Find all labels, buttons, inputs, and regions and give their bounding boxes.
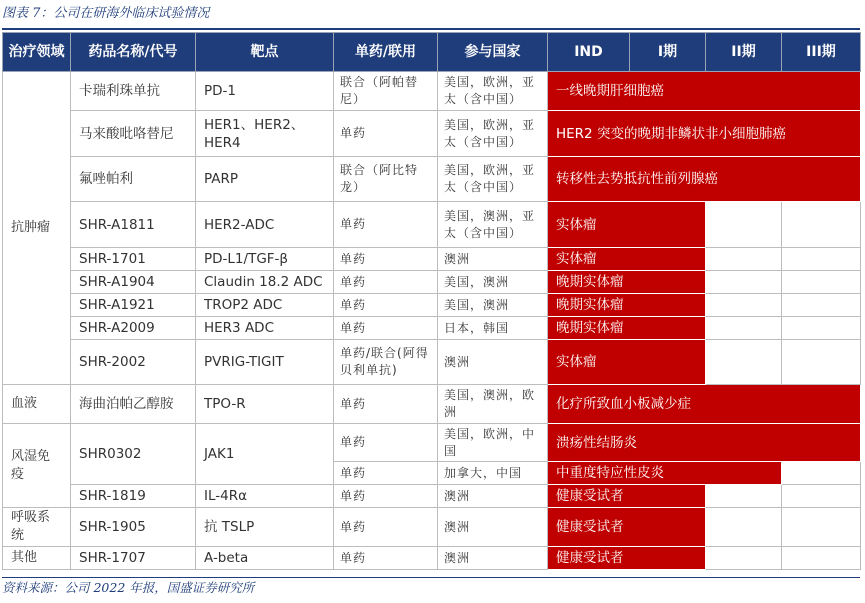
empty-phase-cell <box>782 485 861 508</box>
mode-cell: 单药 <box>334 202 438 248</box>
header-mode: 单药/联用 <box>334 33 438 72</box>
progress-bar: 健康受试者 <box>548 508 706 547</box>
figure-caption: 图表 7：公司在研海外临床试验情况 <box>2 6 210 21</box>
progress-bar: 晚期实体瘤 <box>548 317 706 340</box>
table-row <box>3 340 861 385</box>
header-area: 治疗领域 <box>3 33 71 72</box>
country-cell: 日本，韩国 <box>438 317 548 340</box>
empty-phase-cell <box>782 294 861 317</box>
empty-phase-cell <box>782 317 861 340</box>
target-cell: TROP2 ADC <box>196 294 334 317</box>
country-cell: 美国，澳洲 <box>438 294 548 317</box>
progress-bar: 健康受试者 <box>548 547 706 570</box>
empty-phase-cell <box>706 340 782 385</box>
country-cell: 美国，澳洲，亚太（含中国） <box>438 202 548 248</box>
header-phase3: III期 <box>782 33 861 72</box>
mode-cell: 单药 <box>334 547 438 570</box>
mode-cell: 单药 <box>334 385 438 424</box>
mode-cell: 单药 <box>334 317 438 340</box>
drug-cell: 马来酸吡咯替尼 <box>71 111 196 157</box>
country-cell: 澳洲 <box>438 508 548 547</box>
progress-bar: HER2 突变的晚期非鳞状非小细胞肺癌 <box>548 111 861 157</box>
drug-cell: SHR-2002 <box>71 340 196 385</box>
empty-phase-cell <box>706 317 782 340</box>
drug-cell: SHR-A1904 <box>71 271 196 294</box>
country-cell: 澳洲 <box>438 248 548 271</box>
country-cell: 加拿大，中国 <box>438 462 548 485</box>
area-cell: 呼吸系统 <box>3 508 71 547</box>
progress-bar: 实体瘤 <box>548 248 706 271</box>
country-cell: 美国，澳洲，欧洲 <box>438 385 548 424</box>
progress-bar: 中重度特应性皮炎 <box>548 462 782 485</box>
table-row <box>3 248 861 271</box>
mode-cell: 单药 <box>334 111 438 157</box>
empty-phase-cell <box>782 547 861 570</box>
empty-phase-cell <box>782 462 861 485</box>
area-cell: 其他 <box>3 547 71 570</box>
target-cell: JAK1 <box>196 424 334 485</box>
target-cell: PVRIG-TIGIT <box>196 340 334 385</box>
empty-phase-cell <box>706 485 782 508</box>
table-row <box>3 547 861 570</box>
header-phase2: II期 <box>706 33 782 72</box>
target-cell: A-beta <box>196 547 334 570</box>
empty-phase-cell <box>782 508 861 547</box>
target-cell: Claudin 18.2 ADC <box>196 271 334 294</box>
header-ind: IND <box>548 33 630 72</box>
empty-phase-cell <box>706 547 782 570</box>
country-cell: 澳洲 <box>438 485 548 508</box>
drug-cell: 卡瑞利珠单抗 <box>71 72 196 111</box>
target-cell: PD-1 <box>196 72 334 111</box>
mode-cell: 单药 <box>334 485 438 508</box>
drug-cell: SHR-A2009 <box>71 317 196 340</box>
country-cell: 美国，欧洲，亚太（含中国） <box>438 72 548 111</box>
target-cell: IL-4Rα <box>196 485 334 508</box>
target-cell: PD-L1/TGF-β <box>196 248 334 271</box>
progress-bar: 转移性去势抵抗性前列腺癌 <box>548 157 861 202</box>
drug-cell: SHR0302 <box>71 424 196 485</box>
table-row <box>3 485 861 508</box>
drug-cell: SHR-A1811 <box>71 202 196 248</box>
top-rule <box>2 28 860 30</box>
mode-cell: 单药 <box>334 248 438 271</box>
progress-bar: 实体瘤 <box>548 340 706 385</box>
mode-cell: 单药 <box>334 462 438 485</box>
country-cell: 澳洲 <box>438 547 548 570</box>
empty-phase-cell <box>706 294 782 317</box>
empty-phase-cell <box>782 248 861 271</box>
empty-phase-cell <box>782 202 861 248</box>
target-cell: HER2-ADC <box>196 202 334 248</box>
table-row <box>3 317 861 340</box>
empty-phase-cell <box>782 271 861 294</box>
mode-cell: 联合（阿帕替尼） <box>334 72 438 111</box>
empty-phase-cell <box>706 248 782 271</box>
header-country: 参与国家 <box>438 33 548 72</box>
drug-cell: SHR-1905 <box>71 508 196 547</box>
target-cell: 抗 TSLP <box>196 508 334 547</box>
progress-bar: 溃疡性结肠炎 <box>548 424 861 462</box>
country-cell: 澳洲 <box>438 340 548 385</box>
table-row <box>3 294 861 317</box>
table-row <box>3 157 861 202</box>
country-cell: 美国，欧洲，亚太（含中国） <box>438 111 548 157</box>
header-drug: 药品名称/代号 <box>71 33 196 72</box>
target-cell: HER3 ADC <box>196 317 334 340</box>
table-row <box>3 424 861 462</box>
drug-cell: SHR-1819 <box>71 485 196 508</box>
mode-cell: 单药 <box>334 294 438 317</box>
progress-bar: 一线晚期肝细胞癌 <box>548 72 861 111</box>
progress-bar: 健康受试者 <box>548 485 706 508</box>
country-cell: 美国，澳洲 <box>438 271 548 294</box>
country-cell: 美国，欧洲，中国 <box>438 424 548 462</box>
drug-cell: SHR-A1921 <box>71 294 196 317</box>
drug-cell: 氟唑帕利 <box>71 157 196 202</box>
mode-cell: 单药/联合(阿得贝利单抗) <box>334 340 438 385</box>
empty-phase-cell <box>782 340 861 385</box>
area-cell: 血液 <box>3 385 71 424</box>
table-row <box>3 385 861 424</box>
target-cell: TPO-R <box>196 385 334 424</box>
target-cell: PARP <box>196 157 334 202</box>
table-row <box>3 111 861 157</box>
header-row <box>3 33 861 72</box>
table-row <box>3 202 861 248</box>
empty-phase-cell <box>706 202 782 248</box>
area-cell: 抗肿瘤 <box>3 72 71 385</box>
progress-bar: 实体瘤 <box>548 202 706 248</box>
empty-phase-cell <box>706 271 782 294</box>
table-row <box>3 508 861 547</box>
header-target: 靶点 <box>196 33 334 72</box>
mode-cell: 单药 <box>334 508 438 547</box>
progress-bar: 化疗所致血小板减少症 <box>548 385 861 424</box>
clinical-trials-table <box>2 32 861 570</box>
progress-bar: 晚期实体瘤 <box>548 271 706 294</box>
empty-phase-cell <box>706 508 782 547</box>
drug-cell: SHR-1701 <box>71 248 196 271</box>
mode-cell: 单药 <box>334 424 438 462</box>
target-cell: HER1、HER2、HER4 <box>196 111 334 157</box>
drug-cell: SHR-1707 <box>71 547 196 570</box>
table-row <box>3 271 861 294</box>
mode-cell: 单药 <box>334 271 438 294</box>
country-cell: 美国，欧洲，亚太（含中国） <box>438 157 548 202</box>
source-note: 资料来源：公司 2022 年报，国盛证券研究所 <box>2 580 255 595</box>
area-cell: 风湿免疫 <box>3 424 71 508</box>
table-row <box>3 72 861 111</box>
progress-bar: 晚期实体瘤 <box>548 294 706 317</box>
mode-cell: 联合（阿比特龙） <box>334 157 438 202</box>
header-phase1: I期 <box>630 33 706 72</box>
drug-cell: 海曲泊帕乙醇胺 <box>71 385 196 424</box>
